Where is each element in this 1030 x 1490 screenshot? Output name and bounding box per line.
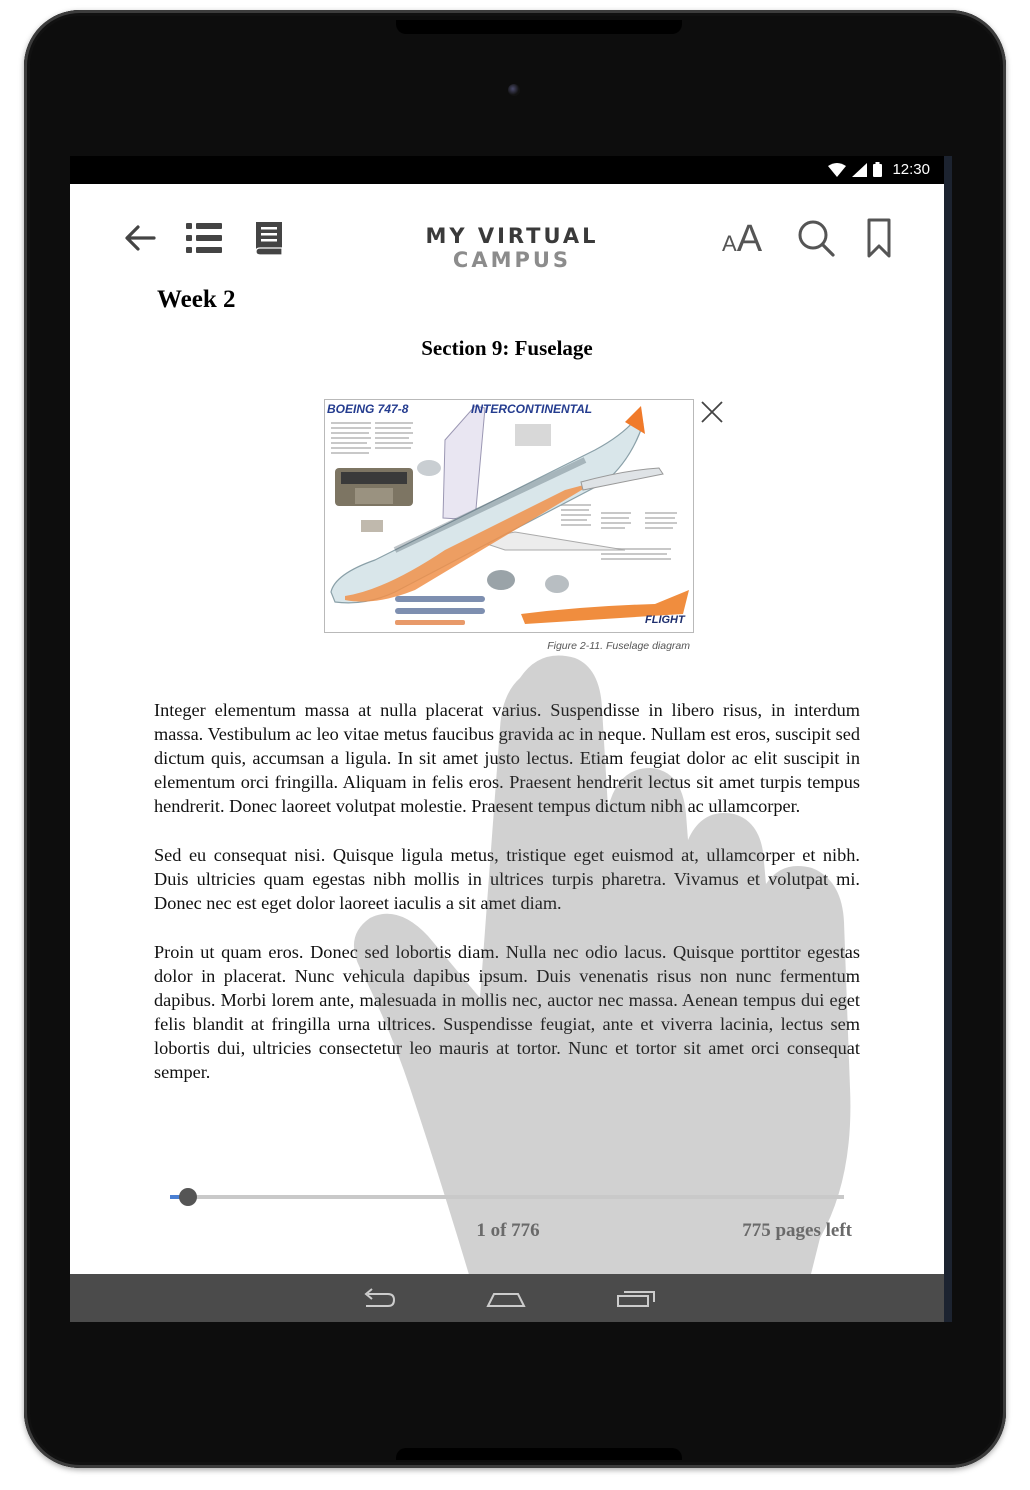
nav-home-icon[interactable] (486, 1284, 526, 1312)
status-bar (70, 156, 944, 184)
figure-title-right: INTERCONTINENTAL (471, 402, 593, 416)
bookmark-icon[interactable] (860, 218, 900, 258)
figure-caption: Figure 2-11. Fuselage diagram (547, 640, 690, 652)
page-indicator: 1 of 776 (476, 1220, 540, 1241)
status-icons (828, 161, 930, 178)
signal-icon (852, 163, 867, 177)
reading-progress-slider[interactable] (170, 1195, 844, 1199)
tablet-bottom-edge (396, 1448, 682, 1460)
airplane-cutaway-illustration (325, 400, 693, 632)
fuselage-figure[interactable] (324, 399, 694, 633)
screen-edge (944, 156, 952, 1322)
status-time: 12:30 (892, 161, 930, 178)
brand-title (362, 224, 662, 272)
battery-icon (873, 162, 882, 177)
paragraph: Integer elementum massa at nulla placerat varius. Suspendisse in libero risus, in interdum massa. Vestibulum ac leo vitae metus faucibus gravida ac in neque. Nullam est eros, suscipit sed dictum quis, accumsan a ligula. In sit amet justo lectus. Etiam feugiat dolor ac elit suscipit in elementum orci fringilla. Aliquam in felis eros. Praesent hendrerit lectus sit amet turpis tempus hendrerit. Donec laoreet volutpat molestie. Praesent tempus dictum nibh ac ullamcorper. (154, 700, 860, 816)
reading-text (154, 698, 860, 1130)
week-heading: Week 2 (157, 286, 236, 313)
paragraph: Proin ut quam eros. Donec sed lobortis diam. Nulla nec odio lacus. Quisque porttitor egestas dolor in placerat. Nunc vehicula dapibus ipsum. Duis venenatis risus non nunc fermentum dapibus. Morbi lorem ante, malesuada in mollis nec, auctor nec massa. Aenean tempus dui eget felis blandit at fringilla urna ultrices. Suspendisse feugiat, ante et viverra lacinia, lectus sem lobortis dui, ultricies consectetur leo mauris at tortor. Nunc et tortor sit amet orci consequat semper. (154, 942, 860, 1082)
reader-toolbar (70, 184, 944, 292)
tablet-top-edge (396, 20, 682, 34)
paragraph: Sed eu consequat nisi. Quisque ligula metus, tristique eget euismod at, ullamcorper et nibh. Duis ultricies quam egestas nibh mollis in ultrices turpis pharetra. Vivamus et volutpat mi. Donec nec est eget dolor laoreet iaculis a sit amet diam. (154, 845, 860, 913)
figure-logo: FLIGHT (645, 614, 685, 626)
font-size-small-glyph: A (722, 231, 737, 256)
brand-title-primary: MY VIRTUAL (425, 224, 599, 248)
figure-title-left: BOEING 747-8 (327, 402, 409, 416)
brand-title-secondary: CAMPUS (452, 248, 572, 272)
nav-back-icon[interactable] (358, 1284, 398, 1312)
progress-thumb[interactable] (179, 1188, 197, 1206)
search-icon[interactable] (796, 218, 836, 258)
nav-recents-icon[interactable] (616, 1284, 656, 1312)
system-nav-bar (70, 1274, 944, 1322)
wifi-icon (828, 163, 846, 177)
font-size-icon[interactable] (722, 218, 762, 261)
front-camera (508, 84, 520, 96)
pages-left-label: 775 pages left (742, 1220, 852, 1241)
section-title: Section 9: Fuselage (421, 336, 593, 360)
list-icon[interactable] (184, 218, 224, 258)
close-icon[interactable] (700, 400, 724, 424)
book-icon[interactable] (250, 218, 290, 258)
arrow-left-icon[interactable] (120, 218, 160, 258)
font-size-big-glyph: A (736, 218, 763, 260)
screen (70, 156, 952, 1322)
